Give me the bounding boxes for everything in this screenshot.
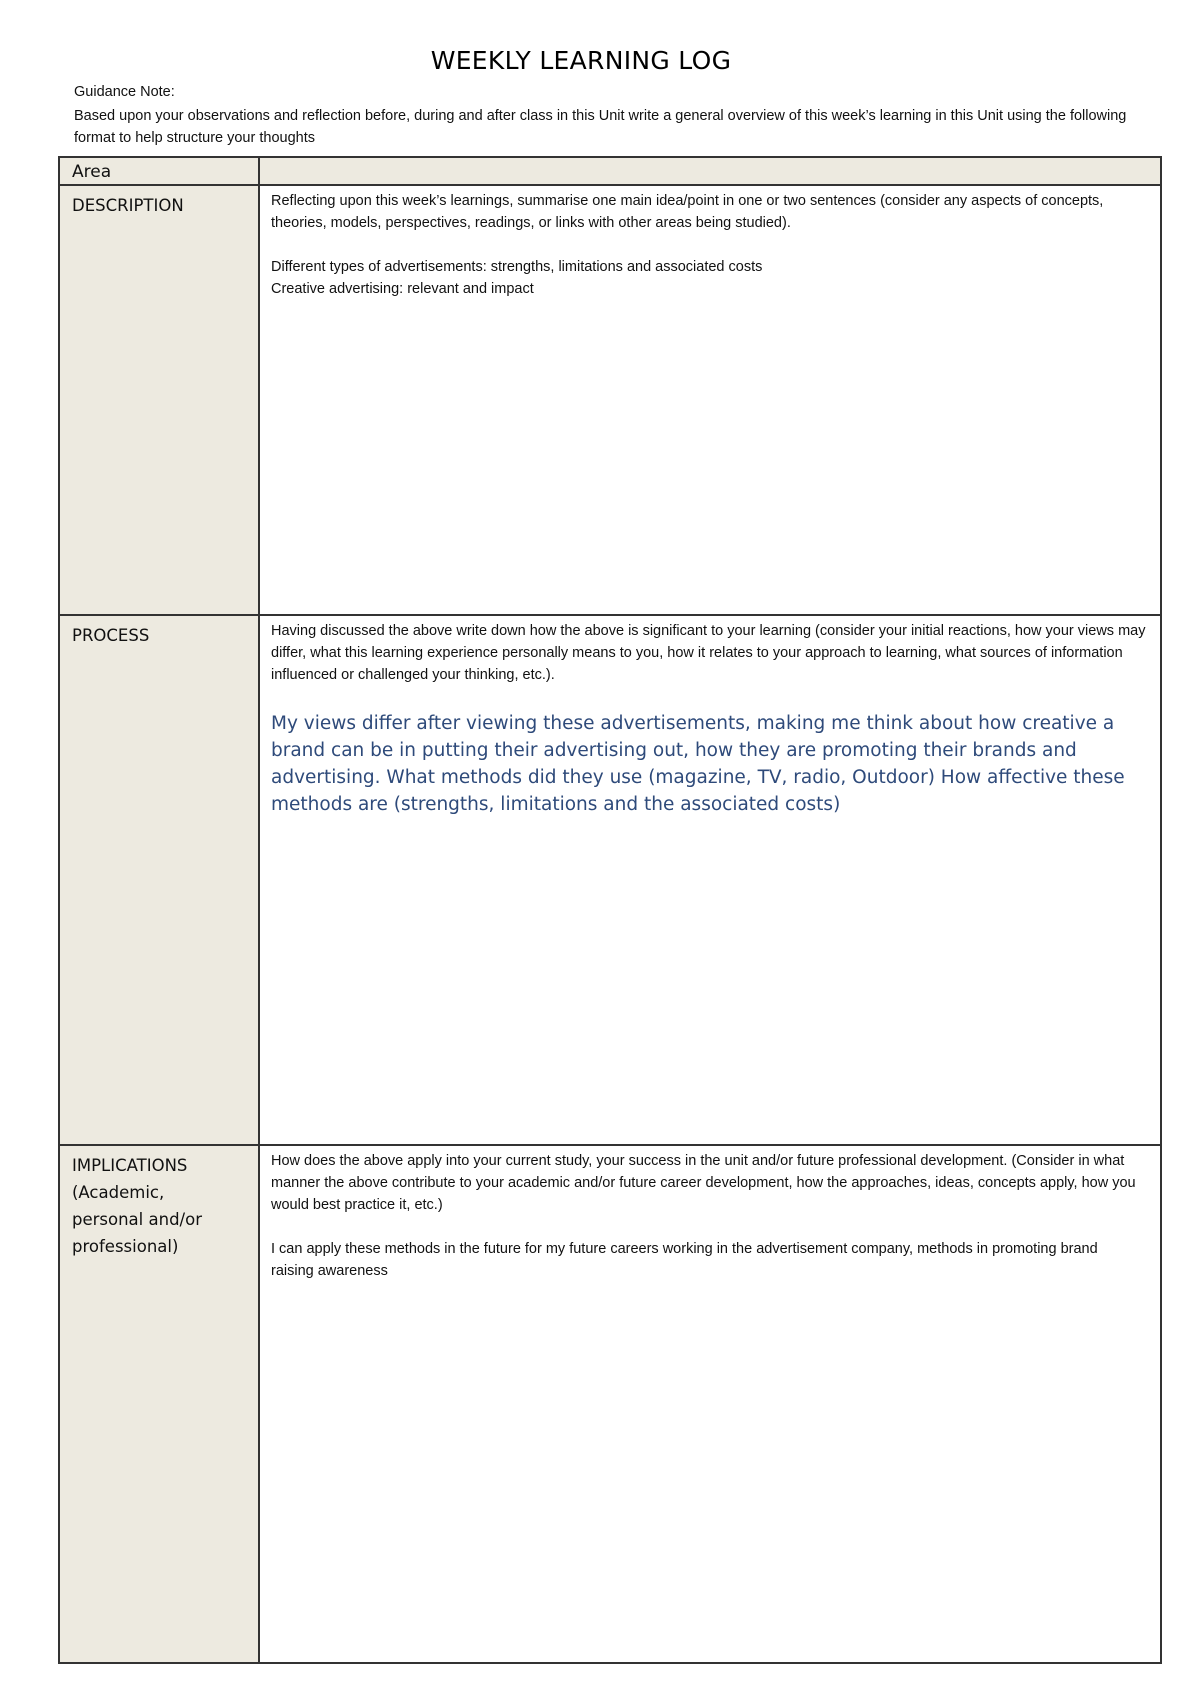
description-content-cell[interactable]: [260, 186, 1160, 616]
description-prompt-line-2: theories, models, perspectives, readings, or links with other areas being studied).: [271, 215, 791, 231]
description-label: DESCRIPTION: [72, 196, 184, 215]
process-answer: My views differ after viewing these advertisements, making me think about how creative a brand can be in putting their advertising out, how they are promoting their brands and advertising. What methods did they use (magazine, TV, radio, Outdoor) How affective these methods are (strengths, limitations and the associated costs): [271, 713, 1125, 815]
learning-log-table: [58, 156, 1162, 1664]
implications-answer: I can apply these methods in the future for my future careers working in the advertisement company, methods in promoting brand raising awareness: [271, 1241, 1098, 1279]
implications-label: IMPLICATIONS (Academic, personal and/or professional): [72, 1156, 202, 1256]
implications-prompt: How does the above apply into your current study, your success in the unit and/or future professional development. (Consider in what manner the above contribute to your academic and/or future career development, how the approaches, ideas, concepts apply, how you would best practice it, etc.): [271, 1153, 1136, 1213]
description-label-cell: [60, 186, 260, 616]
implications-content-cell[interactable]: [260, 1146, 1160, 1662]
description-answer-line-1: Different types of advertisements: strengths, limitations and associated costs: [271, 259, 763, 275]
process-prompt: Having discussed the above write down how the above is significant to your learning (consider your initial reactions, how your views may differ, what this learning experience personally means to you, how it relates to your approach to learning, what sources of information influenced or challenged your thinking, etc.).: [271, 623, 1146, 683]
process-content-cell[interactable]: [260, 616, 1160, 1146]
header-area-cell: [60, 158, 260, 186]
process-label: PROCESS: [72, 626, 150, 645]
guidance-label: Guidance Note:: [74, 84, 175, 100]
guidance-text: Based upon your observations and reflection before, during and after class in this Unit write a general overview of this week’s learning in this Unit using the following format to help structure your thoughts: [74, 108, 1127, 146]
implications-label-cell: [60, 1146, 260, 1662]
header-content-cell: [260, 158, 1160, 186]
process-label-cell: [60, 616, 260, 1146]
description-prompt: [271, 190, 1160, 234]
description-prompt-line-1: Reflecting upon this week’s learnings, summarise one main idea/point in one or two sentences (consider any aspects of concepts,: [271, 193, 1104, 209]
description-answer-line-2: Creative advertising: relevant and impact: [271, 281, 534, 297]
area-header-label: Area: [72, 162, 112, 182]
page-title: WEEKLY LEARNING LOG: [430, 46, 732, 75]
